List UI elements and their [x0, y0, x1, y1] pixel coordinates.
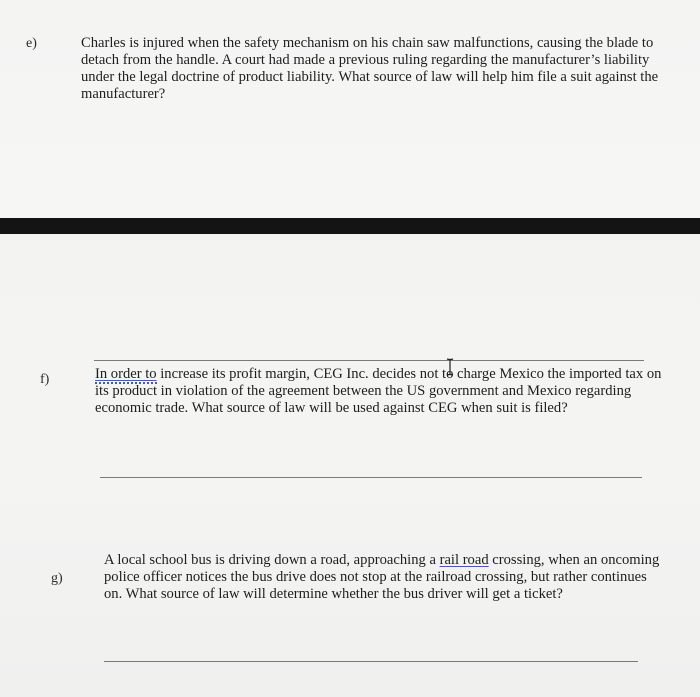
question-g-text-before: A local school bus is driving down a road, approaching a	[104, 552, 440, 568]
question-g-text-after: crossing, when an oncoming police officer notices the bus drive does not stop at the railroad crossing, but rather continues on. What source of law will determine whether the bus driver will get a ticket?	[104, 552, 660, 602]
questions-fg-section	[0, 234, 700, 697]
answer-line-f	[100, 477, 642, 478]
question-e-label: e)	[26, 36, 37, 51]
question-f-label: f)	[40, 372, 50, 387]
question-e-section	[0, 0, 700, 218]
question-e-text: Charles is injured when the safety mechanism on his chain saw malfunctions, causing the blade to detach from the handle. A court had made a previous ruling regarding the manufacturer’s liability under the legal doctrine of product liability. What source of law will help him file a suit against the manufacturer?	[81, 35, 659, 102]
question-f-text	[95, 366, 670, 417]
answer-line-above-f	[94, 360, 644, 361]
question-g-underlined-phrase: rail road	[439, 552, 489, 568]
question-f-text-rest: increase its profit margin, CEG Inc. decides not to charge Mexico the imported tax on its product in violation of the agreement between the US government and Mexico regarding economic trade. What source of law will be used against CEG when suit is filed?	[95, 366, 662, 416]
question-f-underlined-phrase: In order to	[95, 366, 157, 382]
page-divider	[0, 218, 700, 234]
question-g-text	[104, 552, 662, 603]
answer-line-g	[104, 661, 638, 662]
text-cursor-icon	[446, 358, 454, 376]
question-g-label: g)	[51, 571, 63, 586]
